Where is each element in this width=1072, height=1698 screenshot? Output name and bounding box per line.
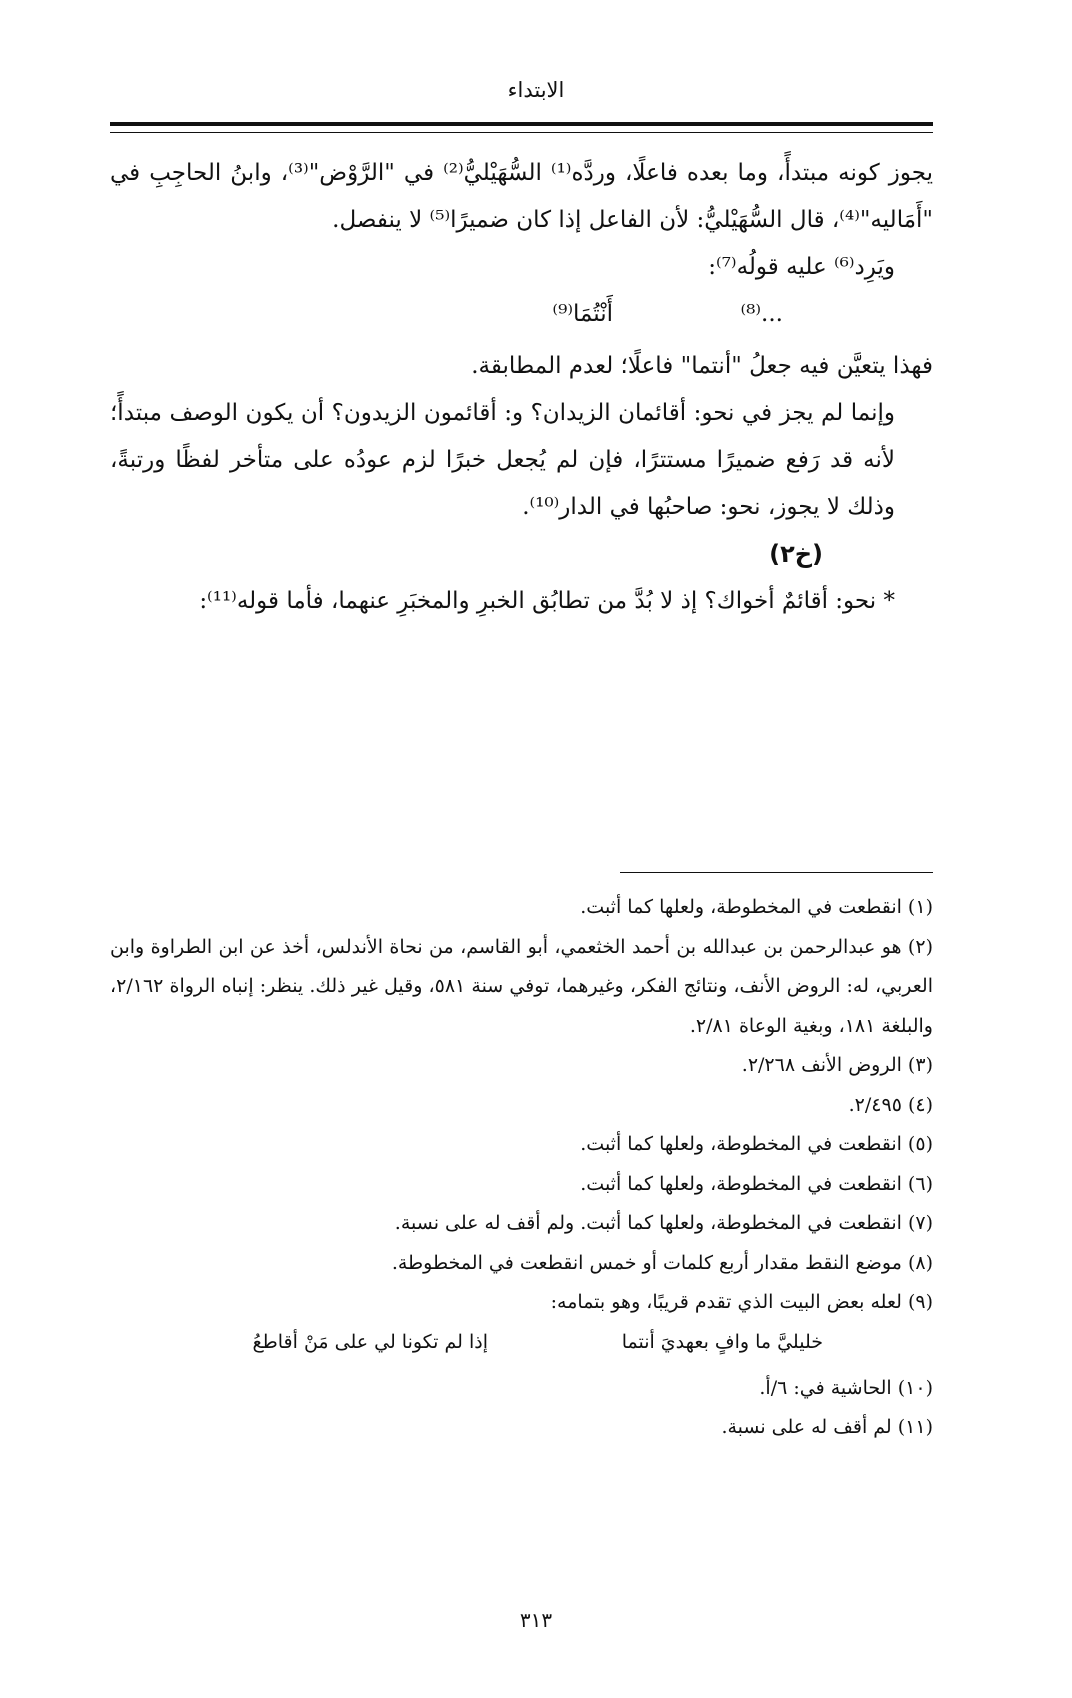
verse-fragment [110,291,933,343]
footnote-verse [110,1323,933,1369]
paragraph-1: يجوز كونه مبتدأً، وما بعده فاعلًا، وردَّه⁽¹⁾ السُّهَيْليُّ⁽²⁾ في "الرَّوْض"⁽³⁾، وابنُ الحاجِبِ في "أَمَاليه"⁽⁴⁾، قال السُّهَيْليُّ: لأن الفاعل إذا كان ضميرًا⁽⁵⁾ لا ينفصل. [110,160,933,233]
footnote-9: (٩) لعله بعض البيت الذي تقدم قريبًا، وهو بتمامه: [550,1291,933,1313]
header-rule-thin [110,132,933,133]
footnote-11: (١١) لم أقف له على نسبة. [721,1416,933,1438]
footnote-5: (٥) انقطعت في المخطوطة، ولعلها كما أثبت. [580,1133,933,1155]
running-header: الابتداء [507,78,565,102]
paragraph-5: * نحو: أقائمٌ أخواك؟ إذ لا بُدَّ من تطابُق الخبرِ والمخبَرِ عنهما، فأما قوله⁽¹¹⁾: [199,588,895,614]
footnote-7: (٧) انقطعت في المخطوطة، ولعلها كما أثبت. ولم أقف له على نسبة. [394,1212,933,1234]
footnotes [110,888,933,1448]
paragraph-4: وإنما لم يجز في نحو: أقائمان الزيدان؟ و: أقائمون الزيدون؟ أن يكون الوصف مبتدأً؛ لأنه قد رَفع ضميرًا مستترًا، فإن لم يُجعل خبرًا لزم عودُه على متأخر لفظًا ورتبةً، وذلك لا يجوز، نحو: صاحبُها في الدار⁽¹⁰⁾. [110,400,895,520]
main-text [110,150,933,625]
verse-second-hemistich: إذا لم تكونا لي على مَنْ أقاطعُ [252,1330,488,1353]
verse-word: أَنْتُمَا⁽⁹⁾ [552,301,613,327]
manuscript-section-mark: (خ٢) [769,540,823,568]
paragraph-3: فهذا يتعيَّن فيه جعلُ "أنتما" فاعلًا؛ لعدم المطابقة. [471,353,933,379]
footnote-3: (٣) الروض الأنف ٢/٢٦٨. [741,1054,933,1076]
page-number: ٣١٣ [519,1608,553,1632]
footnote-separator [620,872,933,873]
footnote-1: (١) انقطعت في المخطوطة، ولعلها كما أثبت. [580,896,933,918]
footnote-10: (١٠) الحاشية في: ٦/أ. [759,1376,933,1399]
header-rule-thick [110,122,933,126]
paragraph-2: ويَرِد⁽⁶⁾ عليه قولُه⁽⁷⁾: [708,254,895,280]
footnote-6: (٦) انقطعت في المخطوطة، ولعلها كما أثبت. [580,1172,933,1195]
verse-ellipsis: ...⁽⁸⁾ [740,301,783,327]
footnote-4: (٤) ٢/٤٩٥. [848,1093,933,1116]
footnote-8: (٨) موضع النقط مقدار أربع كلمات أو خمس انقطعت في المخطوطة. [391,1251,933,1274]
verse-first-hemistich: خليليَّ ما وافٍ بعهديَ أنتما [621,1330,823,1353]
footnote-2: (٢) هو عبدالرحمن بن عبدالله بن أحمد الخثعمي، أبو القاسم، من نحاة الأندلس، أخذ عن ابن الطراوة وابن العربي، له: الروض الأنف، ونتائج الفكر، وغيرهما، توفي سنة ٥٨١، وقيل غير ذلك. ينظر: إنباه الرواة ٢/١٦٢، والبلغة ١٨١، وبغية الوعاة ٢/٨١. [110,935,933,1037]
